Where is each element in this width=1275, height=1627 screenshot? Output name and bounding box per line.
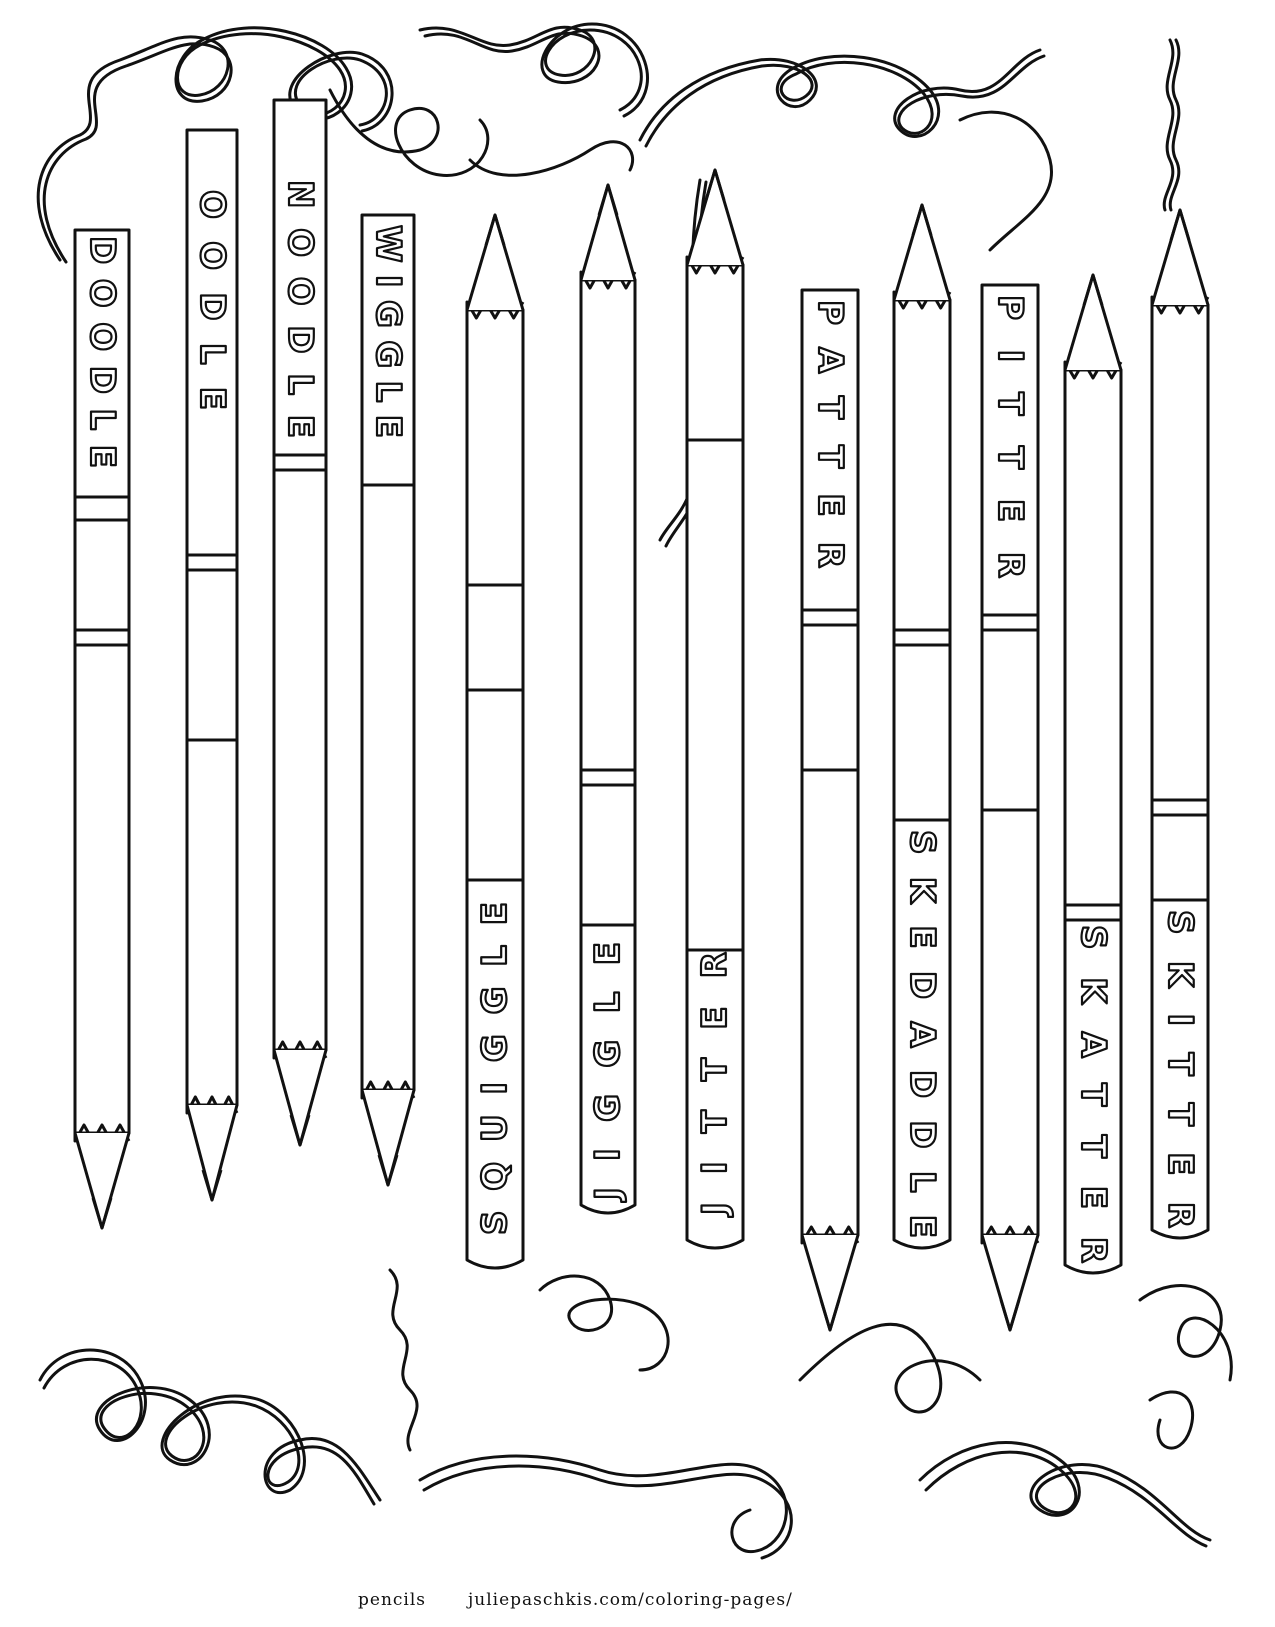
pencil-oodle <box>187 130 237 1200</box>
pencil-skedaddle <box>894 205 950 1248</box>
pencil-label: SQUIGGLE <box>475 900 515 1235</box>
pencil-label: PATTER <box>810 300 850 570</box>
pencil-body <box>687 265 743 1248</box>
pencil-tip <box>187 1105 237 1200</box>
pencil-label: JIGGLE <box>588 940 628 1200</box>
pencil-body <box>982 285 1038 1235</box>
pencil-skatter <box>1065 275 1121 1273</box>
pencil-label: NOODLE <box>280 180 320 440</box>
pencil-body <box>187 130 237 1105</box>
pencil-tip <box>75 1133 129 1228</box>
pencil-patter <box>802 290 858 1330</box>
footer-url[interactable]: juliepaschkis.com/coloring-pages/ <box>468 1590 793 1610</box>
pencil-tip <box>467 215 523 310</box>
pencil-wiggle <box>362 215 414 1185</box>
pencil-label: WIGGLE <box>368 225 408 440</box>
pencil-tip <box>1065 275 1121 370</box>
pencil-tip <box>802 1235 858 1330</box>
pencil-pitter <box>982 285 1038 1330</box>
pencil-tip <box>274 1050 326 1145</box>
pencil-tip <box>982 1235 1038 1330</box>
pencil-label: SKATTER <box>1073 925 1113 1265</box>
pencil-tip <box>362 1090 414 1185</box>
pencil-jitter <box>687 170 743 1248</box>
footer-title: pencils <box>358 1590 427 1610</box>
pencil-label: JITTER <box>695 950 735 1215</box>
pencil-jiggle <box>581 185 635 1213</box>
pencil-label: PITTER <box>990 295 1030 580</box>
pencil-noodle <box>274 100 326 1145</box>
pencil-tip <box>1152 210 1208 305</box>
pencil-skitter <box>1152 210 1208 1238</box>
pencil-doodle <box>75 230 129 1228</box>
pencil-body <box>581 280 635 1213</box>
pencil-squiggle <box>467 215 523 1268</box>
pencil-label: OODLE <box>192 190 232 412</box>
pencil-body <box>894 300 950 1248</box>
pencil-tip <box>894 205 950 300</box>
pencil-label: DOODLE <box>82 236 122 470</box>
pencil-body <box>802 290 858 1235</box>
pencil-body <box>1152 305 1208 1238</box>
pencil-group <box>75 100 1208 1330</box>
pencil-label: SKEDADDLE <box>902 830 942 1240</box>
pencil-tip <box>581 185 635 280</box>
pencil-label: SKITTER <box>1160 910 1200 1230</box>
